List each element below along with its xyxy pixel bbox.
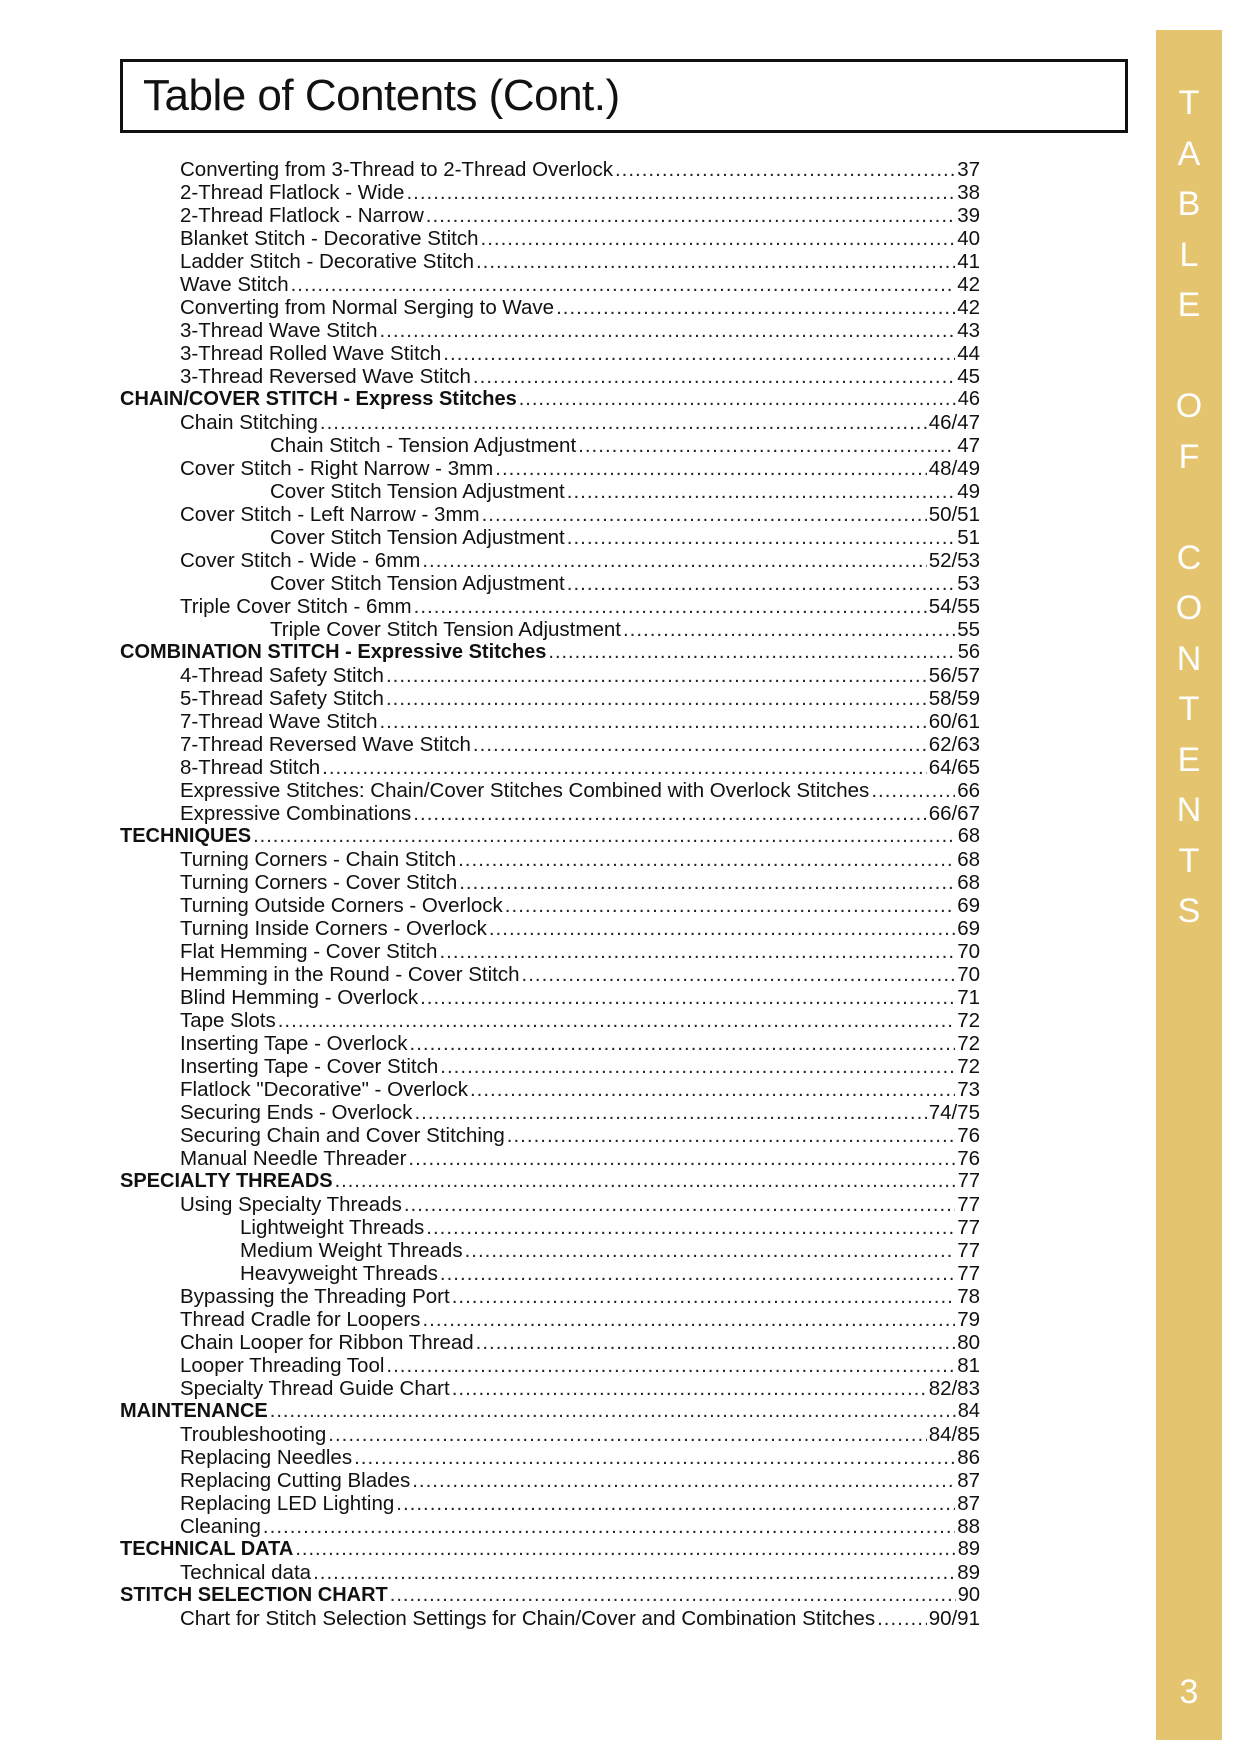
toc-entry: [120, 802, 980, 825]
toc-entry-title: 5-Thread Safety Stitch: [180, 687, 384, 710]
toc-entry-title: Replacing LED Lighting: [180, 1492, 395, 1515]
toc-leader-dots: [291, 273, 956, 296]
toc-entry-title: TECHNICAL DATA: [120, 1538, 294, 1560]
toc-page-number: 39: [957, 204, 980, 227]
toc-leader-dots: [440, 1262, 955, 1285]
toc-entry-title: Looper Threading Tool: [180, 1354, 385, 1377]
toc-entry: [120, 296, 980, 319]
toc-page-number: 43: [957, 319, 980, 342]
toc-leader-dots: [278, 1009, 955, 1032]
toc-entry-title: Securing Chain and Cover Stitching: [180, 1124, 505, 1147]
toc-section-heading: [120, 1584, 980, 1607]
toc-section-heading: [120, 641, 980, 664]
toc-leader-dots: [567, 480, 955, 503]
toc-entry-title: Blanket Stitch - Decorative Stitch: [180, 227, 479, 250]
toc-page-number: 69: [957, 894, 980, 917]
toc-leader-dots: [443, 342, 955, 365]
toc-entry-title: 3-Thread Rolled Wave Stitch: [180, 342, 442, 365]
toc-section-heading: [120, 1400, 980, 1423]
side-tab-letter: E: [1177, 286, 1201, 324]
toc-entry-title: Inserting Tape - Cover Stitch: [180, 1055, 439, 1078]
side-tab-letter: O: [1175, 589, 1203, 627]
toc-leader-dots: [871, 779, 955, 802]
toc-entry: [120, 158, 980, 181]
toc-entry-title: Securing Ends - Overlock: [180, 1101, 413, 1124]
side-tab-letter: E: [1177, 740, 1201, 779]
toc-entry-title: Blind Hemming - Overlock: [180, 986, 419, 1009]
toc-page-number: 45: [957, 365, 980, 388]
toc-page-number: 51: [957, 526, 980, 549]
toc-page-number: 77: [957, 1262, 980, 1285]
toc-entry-title: Using Specialty Threads: [180, 1193, 402, 1216]
toc-leader-dots: [263, 1515, 955, 1538]
toc-entry-title: Cover Stitch - Left Narrow - 3mm: [180, 503, 480, 526]
toc-entry-title: Replacing Cutting Blades: [180, 1469, 411, 1492]
toc-page-number: 86: [957, 1446, 980, 1469]
toc-entry: [120, 1216, 980, 1239]
toc-entry-title: Chain Stitching: [180, 411, 318, 434]
toc-entry-title: Chart for Stitch Selection Settings for Chain/Cover and Combination Stitches: [180, 1607, 876, 1630]
toc-page-number: 70: [957, 940, 980, 963]
toc-page-number: 74/75: [928, 1101, 980, 1124]
toc-leader-dots: [482, 503, 927, 526]
toc-page-number: 84: [957, 1400, 980, 1422]
toc-entry-title: Troubleshooting: [180, 1423, 327, 1446]
side-tab-letter: F: [1178, 437, 1200, 476]
toc-entry-title: Turning Outside Corners - Overlock: [180, 894, 503, 917]
toc-page-number: 60/61: [928, 710, 980, 733]
toc-page-number: 37: [957, 158, 980, 181]
toc-leader-dots: [426, 1216, 955, 1239]
toc-page-number: 66/67: [928, 802, 980, 825]
toc-entry: [120, 963, 980, 986]
toc-page-number: 82/83: [928, 1377, 980, 1400]
toc-entry: [120, 1377, 980, 1400]
toc-entry: [120, 1078, 980, 1101]
toc-page-number: 47: [957, 434, 980, 457]
toc-entry-title: Specialty Thread Guide Chart: [180, 1377, 450, 1400]
toc-page-number: 53: [957, 572, 980, 595]
toc-entry-title: TECHNIQUES: [120, 825, 252, 847]
toc-leader-dots: [412, 1469, 955, 1492]
toc-leader-dots: [473, 733, 927, 756]
toc-page-number: 56: [957, 641, 980, 663]
toc-leader-dots: [386, 664, 927, 687]
toc-leader-dots: [548, 641, 955, 664]
toc-entry: [120, 411, 980, 434]
side-tab-letter: B: [1177, 185, 1201, 223]
toc-entry-title: Chain Looper for Ribbon Thread: [180, 1331, 474, 1354]
toc-section-heading: [120, 1538, 980, 1561]
side-tab-letter: T: [1178, 690, 1200, 728]
toc-leader-dots: [390, 1584, 956, 1607]
toc-page-number: 54/55: [928, 595, 980, 618]
toc-entry: [120, 503, 980, 526]
side-tab-letter: N: [1176, 791, 1202, 829]
toc-leader-dots: [507, 1124, 955, 1147]
toc-page-number: 58/59: [928, 687, 980, 710]
side-tab-letter: N: [1176, 639, 1202, 678]
toc-leader-dots: [495, 457, 926, 480]
toc-leader-dots: [313, 1561, 955, 1584]
toc-leader-dots: [422, 1308, 955, 1331]
side-tab-letters: [1156, 78, 1222, 937]
toc-leader-dots: [452, 1377, 927, 1400]
toc-entry: [120, 1423, 980, 1446]
toc-leader-dots: [426, 204, 955, 227]
toc-page-number: 69: [957, 917, 980, 940]
toc-entry: [120, 687, 980, 710]
toc-leader-dots: [623, 618, 955, 641]
toc-leader-dots: [452, 1285, 955, 1308]
toc-entry: [120, 480, 980, 503]
toc-page-number: 52/53: [928, 549, 980, 572]
toc-page-number: 48/49: [928, 457, 980, 480]
table-of-contents: [120, 158, 980, 1630]
toc-entry-title: Cleaning: [180, 1515, 261, 1538]
toc-entry: [120, 457, 980, 480]
toc-entry-title: Tape Slots: [180, 1009, 276, 1032]
toc-entry-title: 7-Thread Wave Stitch: [180, 710, 378, 733]
toc-leader-dots: [320, 411, 927, 434]
toc-entry: [120, 1193, 980, 1216]
toc-leader-dots: [567, 572, 955, 595]
toc-entry: [120, 1607, 980, 1630]
toc-leader-dots: [473, 365, 955, 388]
toc-entry-title: Thread Cradle for Loopers: [180, 1308, 421, 1331]
toc-leader-dots: [522, 963, 956, 986]
page-title: Table of Contents (Cont.): [143, 71, 620, 120]
toc-entry-title: Inserting Tape - Overlock: [180, 1032, 408, 1055]
toc-page-number: 46/47: [928, 411, 980, 434]
toc-leader-dots: [489, 917, 955, 940]
side-tab-letter: C: [1176, 538, 1202, 577]
toc-entry-title: Cover Stitch - Wide - 6mm: [180, 549, 421, 572]
toc-page-number: 70: [957, 963, 980, 986]
toc-entry-title: Converting from 3-Thread to 2-Thread Overlock: [180, 158, 613, 181]
toc-leader-dots: [295, 1538, 955, 1561]
side-tab-letter: [1156, 482, 1222, 533]
toc-entry-title: Technical data: [180, 1561, 312, 1584]
toc-entry: [120, 779, 980, 802]
toc-entry-title: Wave Stitch: [180, 273, 289, 296]
toc-leader-dots: [386, 687, 927, 710]
toc-leader-dots: [386, 1354, 955, 1377]
toc-entry-title: Manual Needle Threader: [180, 1147, 407, 1170]
toc-entry-title: Lightweight Threads: [240, 1216, 425, 1239]
toc-leader-dots: [270, 1400, 956, 1423]
toc-entry: [120, 1354, 980, 1377]
side-tab-letter: A: [1177, 134, 1201, 173]
toc-leader-dots: [465, 1239, 956, 1262]
toc-page-number: 76: [957, 1124, 980, 1147]
toc-leader-dots: [404, 1193, 955, 1216]
toc-entry: [120, 1469, 980, 1492]
toc-leader-dots: [379, 319, 955, 342]
toc-entry-title: 3-Thread Wave Stitch: [180, 319, 378, 342]
toc-entry: [120, 664, 980, 687]
toc-entry: [120, 1331, 980, 1354]
toc-leader-dots: [615, 158, 955, 181]
toc-page-number: 90: [957, 1584, 980, 1606]
toc-leader-dots: [253, 825, 956, 848]
toc-entry: [120, 917, 980, 940]
toc-entry-title: Ladder Stitch - Decorative Stitch: [180, 250, 474, 273]
toc-page-number: 56/57: [928, 664, 980, 687]
toc-leader-dots: [406, 181, 955, 204]
toc-entry: [120, 1492, 980, 1515]
toc-entry: [120, 1032, 980, 1055]
toc-entry: [120, 1124, 980, 1147]
toc-leader-dots: [505, 894, 955, 917]
toc-entry: [120, 986, 980, 1009]
toc-page-number: 50/51: [928, 503, 980, 526]
toc-entry-title: Chain Stitch - Tension Adjustment: [270, 434, 577, 457]
toc-page-number: 87: [957, 1492, 980, 1515]
toc-page-number: 38: [957, 181, 980, 204]
toc-entry: [120, 434, 980, 457]
toc-entry-title: Turning Inside Corners - Overlock: [180, 917, 487, 940]
toc-leader-dots: [877, 1607, 927, 1630]
toc-leader-dots: [440, 1055, 955, 1078]
toc-page-number: 89: [957, 1538, 980, 1560]
toc-page-number: 41: [957, 250, 980, 273]
toc-entry: [120, 1285, 980, 1308]
toc-page-number: 72: [957, 1009, 980, 1032]
toc-entry-title: Heavyweight Threads: [240, 1262, 438, 1285]
toc-leader-dots: [470, 1078, 955, 1101]
toc-page-number: 68: [957, 825, 980, 847]
toc-leader-dots: [410, 1032, 956, 1055]
toc-entry-title: Medium Weight Threads: [240, 1239, 463, 1262]
toc-page-number: 79: [957, 1308, 980, 1331]
toc-page-number: 77: [957, 1170, 980, 1192]
toc-entry: [120, 181, 980, 204]
toc-leader-dots: [459, 871, 955, 894]
toc-entry: [120, 1239, 980, 1262]
toc-entry: [120, 756, 980, 779]
side-tab-letter: O: [1175, 387, 1203, 425]
toc-leader-dots: [328, 1423, 926, 1446]
toc-entry: [120, 618, 980, 641]
toc-page-number: 49: [957, 480, 980, 503]
toc-entry: [120, 1515, 980, 1538]
toc-entry-title: Triple Cover Stitch Tension Adjustment: [270, 618, 621, 641]
toc-leader-dots: [322, 756, 927, 779]
toc-leader-dots: [379, 710, 926, 733]
toc-entry: [120, 227, 980, 250]
toc-section-heading: [120, 825, 980, 848]
toc-entry-title: Expressive Combinations: [180, 802, 412, 825]
toc-entry-title: SPECIALTY THREADS: [120, 1170, 333, 1192]
toc-leader-dots: [413, 802, 926, 825]
toc-page-number: 89: [957, 1561, 980, 1584]
toc-entry: [120, 1101, 980, 1124]
toc-page-number: 80: [957, 1331, 980, 1354]
toc-entry: [120, 595, 980, 618]
toc-page-number: 72: [957, 1032, 980, 1055]
toc-page-number: 88: [957, 1515, 980, 1538]
toc-entry-title: COMBINATION STITCH - Expressive Stitches: [120, 641, 547, 663]
toc-entry-title: Hemming in the Round - Cover Stitch: [180, 963, 520, 986]
toc-leader-dots: [476, 1331, 956, 1354]
toc-page-number: 84/85: [928, 1423, 980, 1446]
toc-entry-title: Cover Stitch Tension Adjustment: [270, 572, 565, 595]
toc-entry-title: STITCH SELECTION CHART: [120, 1584, 388, 1606]
toc-entry: [120, 733, 980, 756]
toc-entry-title: 7-Thread Reversed Wave Stitch: [180, 733, 471, 756]
toc-entry-title: 3-Thread Reversed Wave Stitch: [180, 365, 471, 388]
toc-section-heading: [120, 1170, 980, 1193]
toc-page-number: 73: [957, 1078, 980, 1101]
toc-page-number: 72: [957, 1055, 980, 1078]
toc-page-number: 68: [957, 848, 980, 871]
side-tab: [1156, 30, 1222, 1740]
toc-entry: [120, 549, 980, 572]
side-tab-letter: [1156, 331, 1222, 382]
toc-leader-dots: [458, 848, 955, 871]
toc-page-number: 77: [957, 1239, 980, 1262]
toc-entry-title: Bypassing the Threading Port: [180, 1285, 450, 1308]
toc-page-number: 76: [957, 1147, 980, 1170]
toc-entry-title: MAINTENANCE: [120, 1400, 268, 1422]
toc-page-number: 55: [957, 618, 980, 641]
toc-entry: [120, 1147, 980, 1170]
toc-leader-dots: [408, 1147, 955, 1170]
toc-leader-dots: [439, 940, 955, 963]
toc-entry-title: Turning Corners - Chain Stitch: [180, 848, 457, 871]
toc-leader-dots: [414, 1101, 926, 1124]
toc-entry-title: 4-Thread Safety Stitch: [180, 664, 384, 687]
toc-entry-title: Cover Stitch Tension Adjustment: [270, 526, 565, 549]
toc-page-number: 77: [957, 1216, 980, 1239]
toc-page-number: 64/65: [928, 756, 980, 779]
toc-entry-title: 8-Thread Stitch: [180, 756, 321, 779]
toc-leader-dots: [519, 388, 956, 411]
toc-entry-title: Triple Cover Stitch - 6mm: [180, 595, 412, 618]
toc-entry: [120, 1308, 980, 1331]
toc-entry-title: CHAIN/COVER STITCH - Express Stitches: [120, 388, 517, 410]
title-box: [120, 59, 1128, 133]
toc-leader-dots: [567, 526, 955, 549]
side-tab-letter: T: [1178, 841, 1200, 880]
toc-leader-dots: [354, 1446, 955, 1469]
toc-leader-dots: [335, 1170, 956, 1193]
toc-entry: [120, 273, 980, 296]
toc-entry-title: Cover Stitch Tension Adjustment: [270, 480, 565, 503]
toc-entry-title: Converting from Normal Serging to Wave: [180, 296, 555, 319]
toc-page-number: 44: [957, 342, 980, 365]
toc-leader-dots: [476, 250, 955, 273]
toc-entry: [120, 710, 980, 733]
toc-page-number: 42: [957, 273, 980, 296]
toc-entry-title: Replacing Needles: [180, 1446, 353, 1469]
side-tab-letter: L: [1179, 235, 1199, 274]
toc-section-heading: [120, 388, 980, 411]
toc-entry: [120, 940, 980, 963]
toc-page-number: 62/63: [928, 733, 980, 756]
toc-entry: [120, 526, 980, 549]
toc-leader-dots: [420, 986, 955, 1009]
side-tab-letter: T: [1178, 84, 1200, 122]
toc-entry: [120, 1446, 980, 1469]
toc-entry: [120, 365, 980, 388]
toc-page-number: 81: [957, 1354, 980, 1377]
toc-entry: [120, 1262, 980, 1285]
toc-entry: [120, 319, 980, 342]
page-number: 3: [1179, 1673, 1199, 1711]
toc-page-number: 77: [957, 1193, 980, 1216]
toc-page-number: 68: [957, 871, 980, 894]
toc-leader-dots: [414, 595, 927, 618]
toc-entry: [120, 1009, 980, 1032]
toc-page-number: 40: [957, 227, 980, 250]
toc-entry: [120, 871, 980, 894]
toc-page-number: 42: [957, 296, 980, 319]
toc-page-number: 87: [957, 1469, 980, 1492]
toc-page-number: 78: [957, 1285, 980, 1308]
toc-entry: [120, 250, 980, 273]
toc-page-number: 46: [957, 388, 980, 410]
toc-entry-title: 2-Thread Flatlock - Narrow: [180, 204, 424, 227]
toc-entry: [120, 204, 980, 227]
toc-entry: [120, 342, 980, 365]
toc-page-number: 71: [957, 986, 980, 1009]
toc-entry: [120, 1055, 980, 1078]
toc-entry: [120, 572, 980, 595]
toc-entry-title: Turning Corners - Cover Stitch: [180, 871, 458, 894]
toc-entry-title: Cover Stitch - Right Narrow - 3mm: [180, 457, 494, 480]
toc-leader-dots: [396, 1492, 955, 1515]
toc-entry-title: Flat Hemming - Cover Stitch: [180, 940, 438, 963]
side-tab-letter: S: [1177, 892, 1201, 930]
toc-entry: [120, 848, 980, 871]
toc-entry: [120, 1561, 980, 1584]
toc-leader-dots: [422, 549, 926, 572]
toc-page-number: 90/91: [928, 1607, 980, 1630]
toc-entry: [120, 894, 980, 917]
toc-leader-dots: [556, 296, 955, 319]
toc-entry-title: 2-Thread Flatlock - Wide: [180, 181, 405, 204]
toc-page-number: 66: [957, 779, 980, 802]
toc-entry-title: Flatlock "Decorative" - Overlock: [180, 1078, 468, 1101]
toc-leader-dots: [578, 434, 955, 457]
toc-leader-dots: [481, 227, 956, 250]
toc-entry-title: Expressive Stitches: Chain/Cover Stitches Combined with Overlock Stitches: [180, 779, 870, 802]
